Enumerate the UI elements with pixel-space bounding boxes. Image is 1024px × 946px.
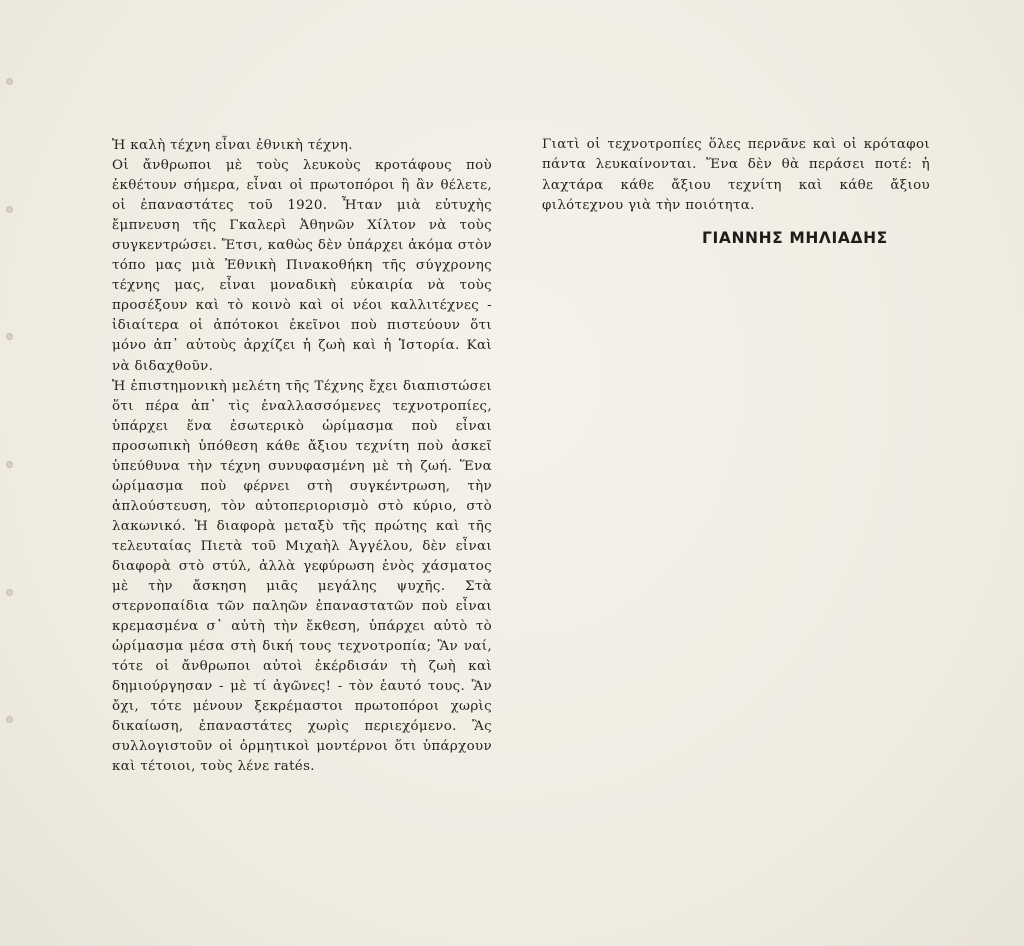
punch-hole: [6, 78, 13, 85]
closing-paragraph: Γιατὶ οἱ τεχνοτροπίες ὅλες περνᾶνε καὶ οἱ κρόταφοι πάντα λευκαίνονται. Ἕνα δὲν θὰ περάσει ποτέ: ἡ λαχτάρα κάθε ἄξιου τεχνίτη καὶ κάθε ἄξιου φιλότεχνου γιὰ τὴν ποιότητα.: [542, 137, 930, 213]
right-text-column: [542, 135, 930, 216]
punch-hole: [6, 333, 13, 340]
body-paragraph: Ἡ ἐπιστημονικὴ μελέτη τῆς Τέχνης ἔχει διαπιστώσει ὅτι πέρα ἀπ᾽ τὶς ἐναλλασσόμενες τεχνοτροπίες, ὑπάρχει ἕνα ἐσωτερικὸ ὡρίμασμα ποὺ εἶναι προσωπικὴ ὑπόθεση κάθε ἄξιου τεχνίτη ποὺ ἀσκεῖ ὑπεύθυνα τὴν τέχνη συνυφασμένη μὲ τὴ ζωή. Ἕνα ὡρίμασμα ποὺ φέρνει στὴ συγκέντρωση, τὴν ἁπλούστευση, τὸν αὐτοπεριορισμὸ στὸ κύριο, στὸ λακωνικό. Ἡ διαφορὰ μεταξὺ τῆς πρώτης καὶ τῆς τελευταίας Πιετὰ τοῦ Μιχαὴλ Ἀγγέλου, δὲν εἶναι διαφορὰ στὸ στύλ, ἀλλὰ γεφύρωση ἑνὸς χάσματος μὲ τὴν ἄσκηση μιᾶς μεγάλης ψυχῆς. Στὰ στερνοπαίδια τῶν παληῶν ἐπαναστατῶν ποὺ εἶναι κρεμασμένα σ᾽ αὐτὴ τὴν ἔκθεση, ὑπάρχει αὐτὸ τὸ ὡρίμασμα μέσα στὴ δική τους τεχνοτροπία; Ἂν ναί, τότε οἱ ἄνθρωποι αὐτοὶ ἐκέρδισάν τὴ ζωὴ καὶ δημιούργησαν - μὲ τί ἀγῶνες! - τὸν ἑαυτό τους. Ἂν ὄχι, τότε μένουν ξεκρέμαστοι πρωτοπόροι χωρὶς δικαίωση, ἐπαναστάτες χωρὶς περιεχόμενο. Ἂς συλλογιστοῦν οἱ ὁρμητικοὶ μοντέρνοι ὅτι ὑπάρχουν καὶ τέτοιοι, τοὺς λένε ratés.: [112, 378, 492, 775]
binder-punch-holes: [0, 0, 20, 946]
body-paragraph: Οἱ ἄνθρωποι μὲ τοὺς λευκοὺς κροτάφους ποὺ ἐκθέτουν σήμερα, εἶναι οἱ πρωτοπόροι ἢ ἂν θέλετε, οἱ ἐπαναστάτες τοῦ 1920. Ἦταν μιὰ εὐτυχὴς ἔμπνευση τῆς Γκαλερὶ Ἀθηνῶν Χίλτον νὰ τοὺς συγκεντρώσει. Ἔτσι, καθὼς δὲν ὑπάρχει ἀκόμα στὸν τόπο μας μιὰ Ἐθνικὴ Πινακοθήκη τῆς σύγχρονης τέχνης μας, εἶναι μοναδικὴ εὐκαιρία νὰ τοὺς προσέξουν καὶ τὸ κοινὸ καὶ οἱ νέοι καλλιτέχνες - ἰδιαίτερα οἱ ἀπότοκοι ἐκεῖνοι ποὺ πιστεύουν ὅτι μόνο ἀπ᾽ αὐτοὺς ἀρχίζει ἡ ζωὴ καὶ ἡ Ἱστορία. Καὶ νὰ διδαχθοῦν.: [112, 158, 492, 374]
left-text-column: [112, 136, 492, 778]
punch-hole: [6, 206, 13, 213]
punch-hole: [6, 716, 13, 723]
punch-hole: [6, 461, 13, 468]
author-signature: ΓΙΑΝΝΗΣ ΜΗΛΙΑΔΗΣ: [702, 229, 888, 247]
heading-line: Ἡ καλὴ τέχνη εἶναι ἐθνικὴ τέχνη.: [112, 138, 353, 153]
punch-hole: [6, 589, 13, 596]
